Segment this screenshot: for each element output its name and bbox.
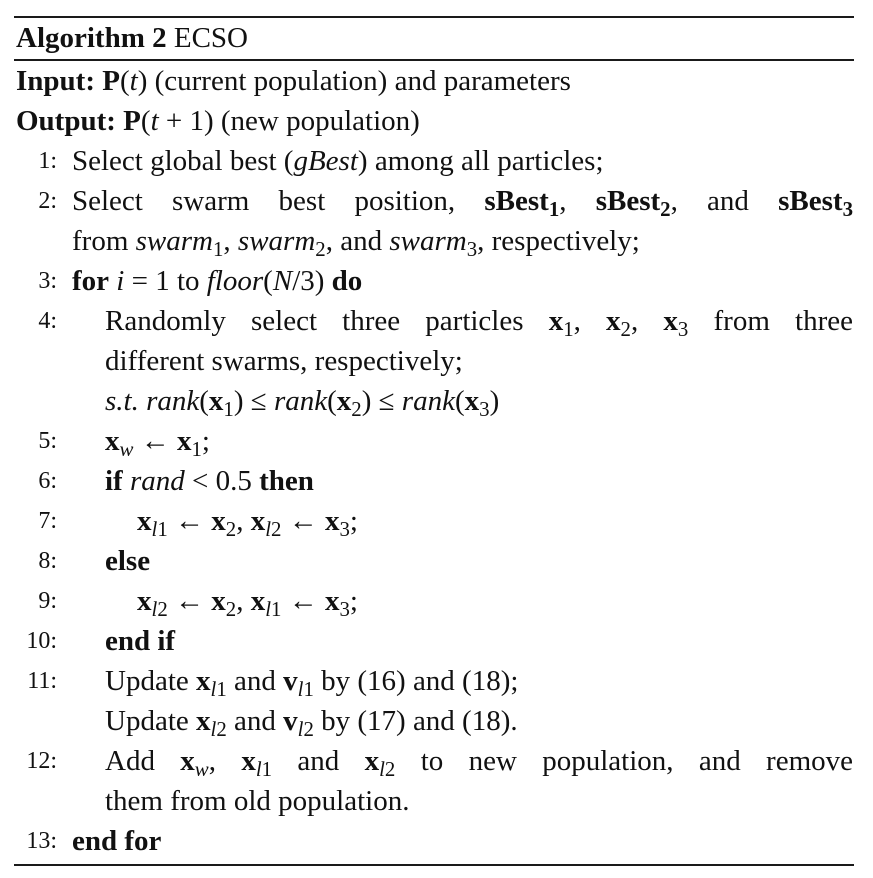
step-12-b: them from old population. <box>105 785 410 817</box>
step-4-a: Randomly select three particles $x_1$, $x_2$, $x_3$ from three <box>105 305 854 341</box>
input-line: Input: P(t) (current population) and parameters <box>16 65 571 97</box>
line-number: 13: <box>26 828 57 854</box>
output-line: Output: P(t + 1) (new population) <box>16 105 420 137</box>
line-number: 6: <box>38 468 57 494</box>
step-5: $x_w$ ← $x_1$; <box>105 425 210 461</box>
line-number: 2: <box>38 188 57 214</box>
title-rule <box>14 59 854 61</box>
bottom-rule <box>14 864 854 866</box>
step-2-b: from swarm$_1$, swarm$_2$, and swarm$_3$, respectively; <box>72 225 640 261</box>
step-7: $x_{l1}$ ← $x_2$, $x_{l2}$ ← $x_3$; <box>137 505 358 541</box>
line-number: 9: <box>38 588 57 614</box>
output-label: Output: <box>16 105 116 137</box>
algorithm-title <box>16 19 248 57</box>
line-number: 7: <box>38 508 57 534</box>
step-3: for i = 1 to floor(N/3) do <box>72 265 363 297</box>
step-6: if rand < 0.5 then <box>105 465 314 497</box>
step-4-b: different swarms, respectively; <box>105 345 463 377</box>
line-number: 10: <box>26 628 57 654</box>
step-13: end for <box>72 825 162 857</box>
step-4-c: s.t. $rank(x_1)$ ≤ $rank(x_2)$ ≤ $rank(x_3)$ <box>105 385 500 421</box>
algorithm-name: ECSO <box>173 22 249 54</box>
line-number: 8: <box>38 548 57 574</box>
step-8: else <box>105 545 151 577</box>
step-1: Select global best (gBest) among all particles; <box>72 145 604 177</box>
line-number: 3: <box>38 268 57 294</box>
step-12-a: Add $x_w$, $x_{l1}$ and $x_{l2}$ to new population, and remove <box>105 745 854 781</box>
step-11-a: Update $x_{l1}$ and $v_{l1}$ by (16) and (18); <box>105 665 519 701</box>
input-label: Input: <box>16 65 95 97</box>
line-number: 4: <box>38 308 57 334</box>
step-11-b: Update $x_{l2}$ and $v_{l2}$ by (17) and (18). <box>105 705 518 741</box>
step-2-a: Select swarm best position, sBest$_1$, sBest$_2$, and sBest$_3$ <box>72 185 854 221</box>
top-rule <box>14 16 854 18</box>
line-number: 12: <box>26 748 57 774</box>
algorithm-label: Algorithm 2 <box>16 22 167 54</box>
step-9: $x_{l2}$ ← $x_2$, $x_{l1}$ ← $x_3$; <box>137 585 358 621</box>
line-number: 5: <box>38 428 57 454</box>
line-number: 1: <box>38 148 57 174</box>
step-10: end if <box>105 625 176 657</box>
line-number: 11: <box>27 668 57 694</box>
